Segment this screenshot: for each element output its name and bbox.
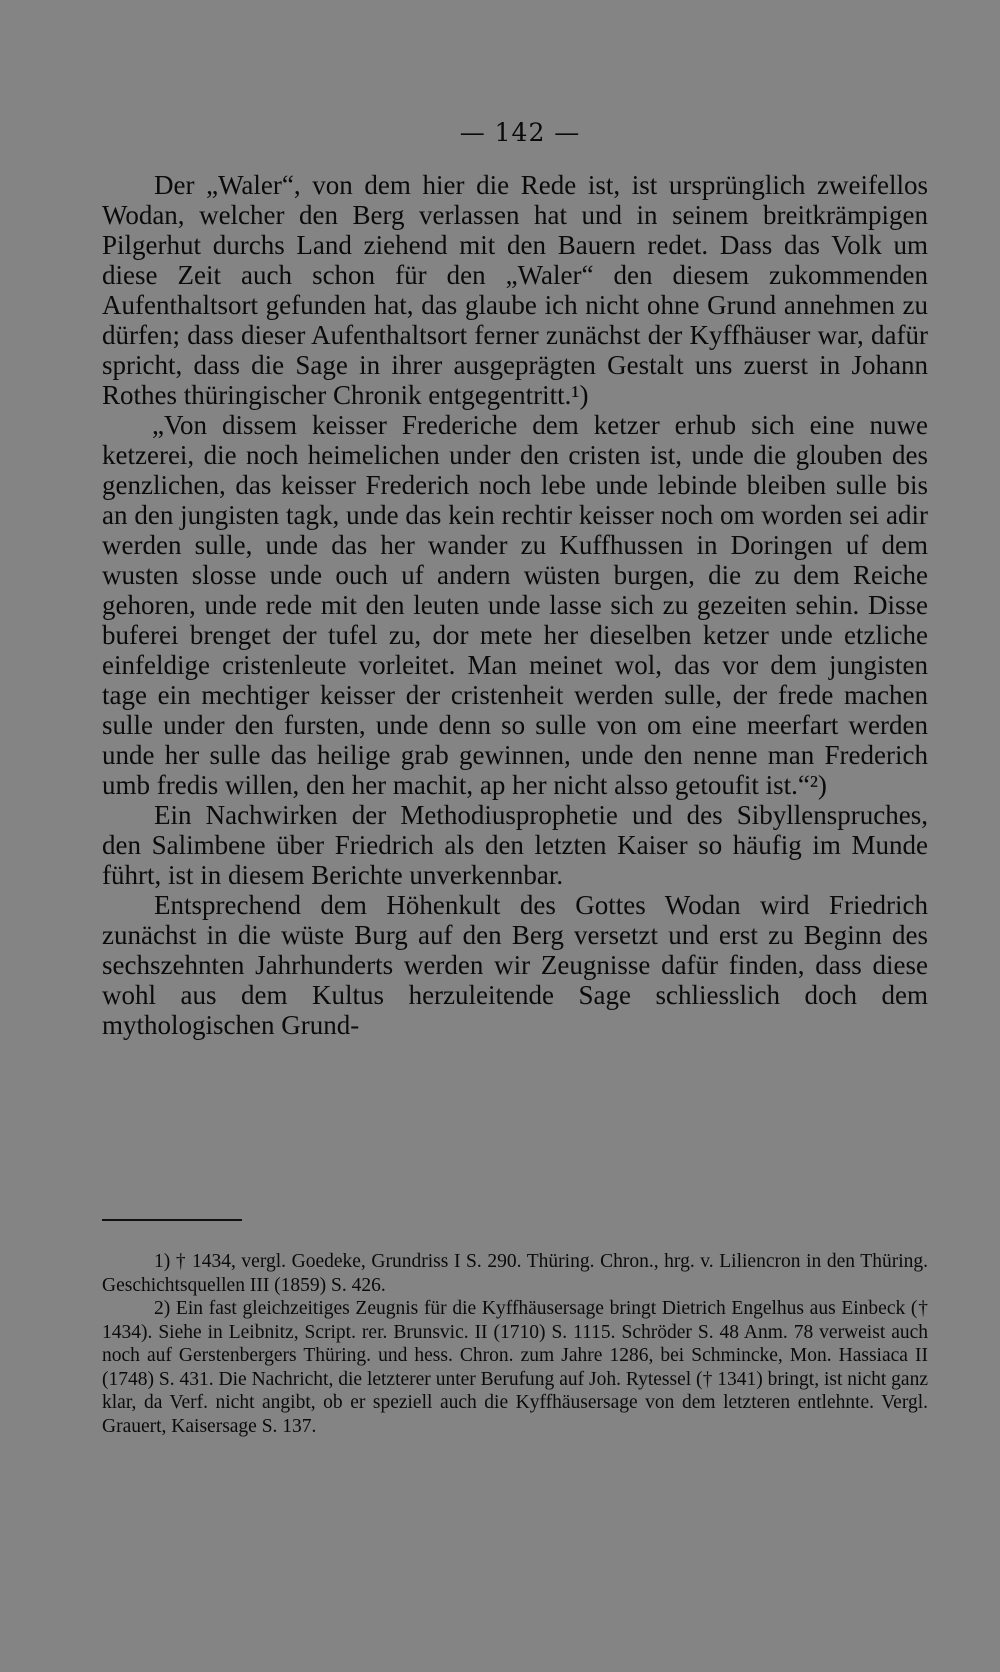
rothe-chronicle-quote	[102, 410, 928, 800]
footnote-separator	[102, 1219, 242, 1221]
main-text	[102, 170, 928, 1040]
paragraph-quote: „Von dissem keisser Frederiche dem ketzer erhub sich eine nuwe ketzerei, die noch heimelichen under den cristen ist, unde die glouben des genzlichen, das keisser Frederich noch lebe unde lebinde bleiben sulle bis an den jungisten tagk, unde das kein rechtir keisser noch om worden sei adir werden sulle, unde das her wander zu Kuffhussen in Doringen uf dem wusten slosse unde ouch uf andern wüsten burgen, die zu dem Reiche gehoren, unde rede mit den leuten unde lasse sich zu gezeiten sehin. Disse buferei brenget der tufel zu, dor mete her dieselben ketzer unde etzliche einfeldige cristenleute vorleitet. Man meinet wol, das vor dem jungisten tage ein mechtiger keisser der cristenheit werden sulle, der frede machen sulle under den fursten, unde denn so sulle von om eine meerfart werden unde her sulle das heilige grab gewinnen, unde den nenne man Frederich umb fredis willen, den her machit, ap her nicht alsso getoufit ist.“²)	[102, 410, 928, 800]
footnotes	[102, 1250, 928, 1438]
footnote-1: 1) † 1434, vergl. Goedeke, Grundriss I S. 290. Thüring. Chron., hrg. v. Liliencron in den Thüring. Geschichtsquellen III (1859) S. 426.	[102, 1251, 928, 1296]
page-number: — 142 —	[459, 118, 581, 147]
paragraph-hoehenkult: Entsprechend dem Höhenkult des Gottes Wodan wird Friedrich zunächst in die wüste Burg auf den Berg versetzt und erst zu Beginn des sechszehnten Jahrhunderts werden wir Zeugnisse dafür finden, dass diese wohl aus dem Kultus herzuleitende Sage schliesslich doch dem mythologischen Grund-	[102, 890, 928, 1040]
paragraph-waler: Der „Waler“, von dem hier die Rede ist, ist ursprünglich zweifellos Wodan, welcher den Berg verlassen hat und in seinem breitkrämpigen Pilgerhut durchs Land ziehend mit den Bauern redet. Dass das Volk um diese Zeit auch schon für den „Waler“ den diesem zukommenden Aufenthaltsort gefunden hat, das glaube ich nicht ohne Grund annehmen zu dürfen; dass dieser Aufenthaltsort ferner zunächst der Kyffhäuser war, dafür spricht, dass die Sage in ihrer ausgeprägten Gestalt uns zuerst in Johann Rothes thüringischer Chronik entgegentritt.¹)	[102, 170, 928, 410]
footnote-2: 2) Ein fast gleichzeitiges Zeugnis für die Kyffhäusersage bringt Dietrich Engelhus aus Einbeck († 1434). Siehe in Leibnitz, Script. rer. Brunsvic. II (1710) S. 1115. Schröder S. 48 Anm. 78 verweist auch noch auf Gerstenbergers Thüring. und hess. Chron. zum Jahre 1286, bei Schmincke, Mon. Hassiaca II (1748) S. 431. Die Nachricht, die letzterer unter Berufung auf Joh. Rytessel († 1341) bringt, ist nicht ganz klar, da Verf. nicht angibt, ob er speziell auch die Kyffhäusersage von dem letzteren entlehnte. Vergl. Grauert, Kaisersage S. 137.	[102, 1298, 928, 1437]
paragraph-methodius: Ein Nachwirken der Methodiusprophetie und des Sibyllenspruches, den Salimbene über Friedrich als den letzten Kaiser so häufig im Munde führt, ist in diesem Berichte unverkennbar.	[102, 800, 928, 890]
